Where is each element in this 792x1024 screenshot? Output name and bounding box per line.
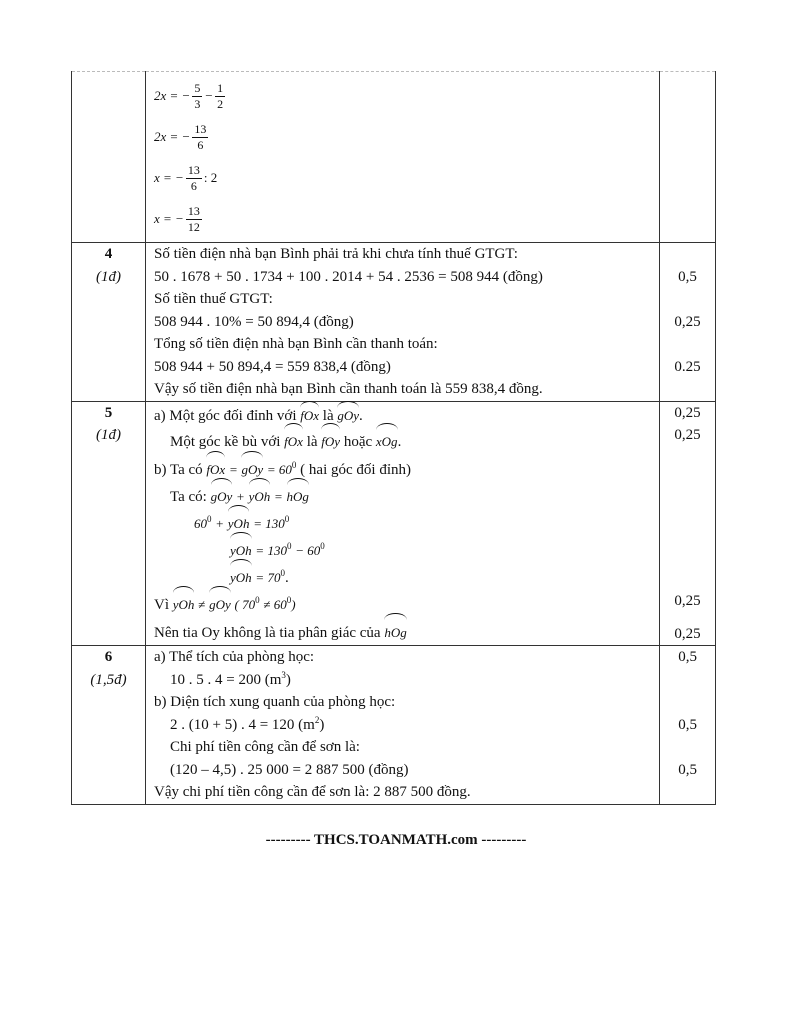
equation-line-1 <box>154 76 659 117</box>
angle-symbol: hOg <box>287 479 309 511</box>
fraction: $\frac{5}{3}$ <box>194 81 201 111</box>
solution-cell-q5 <box>146 401 660 646</box>
angle-symbol: yOh <box>230 533 252 565</box>
score-value <box>660 378 715 401</box>
angle-symbol: gOy <box>337 402 359 428</box>
question-points: (1đ) <box>96 268 121 285</box>
question-number-cell <box>72 72 146 243</box>
question-number-cell <box>72 646 146 805</box>
solution-line: Vậy chi phí tiền công cần để sơn là: 2 887 500 đồng. <box>154 784 471 800</box>
fraction: $\frac{1}{2}$ <box>217 81 224 111</box>
table-row-q4 <box>72 243 716 402</box>
score-value: 0,5 <box>678 268 697 285</box>
score-value <box>660 691 715 714</box>
angle-symbol: yOh <box>228 506 250 538</box>
solution-line: a) Một góc đối đỉnh với fOx là gOy. <box>154 402 659 425</box>
score-value <box>660 243 715 266</box>
solution-line: 2 . (10 + 5) . 4 = 120 $(m^2)$ <box>170 714 325 733</box>
page-footer: --------- THCS.TOANMATH.com --------- <box>265 832 527 848</box>
table-row-q5 <box>72 401 716 646</box>
solution-line: Số tiền điện nhà bạn Bình phải trả khi chưa tính thuế GTGT: <box>154 246 518 262</box>
solution-line: Một góc kề bù với fOx là fOy hoặc xOg. <box>154 424 659 452</box>
score-cell <box>660 646 716 805</box>
score-value: 0,5 <box>678 761 697 778</box>
equation-line-2 <box>154 117 659 158</box>
solution-line: (120 – 4,5) . 25 000 = 2 887 500 (đồng) <box>170 761 409 778</box>
angle-symbol: yOh <box>249 479 271 511</box>
solution-line: a) Thể tích của phòng học: <box>154 649 315 665</box>
score-cell <box>660 243 716 402</box>
solution-line: yOh = $70^0$. <box>154 560 659 587</box>
score-value <box>660 736 715 759</box>
division-tail: : 2 <box>203 170 218 186</box>
solution-line: Chi phí tiền công cần để sơn là: <box>170 739 360 755</box>
solution-line: 10 . 5 . 4 = 200 $(m^3)$ <box>170 669 291 688</box>
score-value: 0,5 <box>678 716 697 733</box>
angle-symbol: yOh <box>230 560 252 592</box>
score-value <box>660 781 715 804</box>
angle-symbol: fOy <box>321 424 340 457</box>
angle-symbol: fOx <box>300 402 319 428</box>
solution-cell-q4 <box>146 243 660 402</box>
solution-line: $60^0$ + yOh = $130^0$ <box>154 506 659 533</box>
angle-symbol: fOx <box>284 424 303 457</box>
score-value <box>660 669 715 692</box>
score-value: 0,25 <box>674 592 701 609</box>
solution-line: Số tiền thuế GTGT: <box>154 291 273 307</box>
question-number-cell <box>72 401 146 646</box>
question-number-cell <box>72 243 146 402</box>
solution-line: yOh = $130^0 - 60^0$ <box>154 533 659 560</box>
solution-line: Nên tia Oy không là tia phân giác của hOg <box>154 614 659 642</box>
question-number: 6 <box>104 649 113 665</box>
angle-symbol: gOy <box>241 452 263 484</box>
score-value: 0,25 <box>674 404 701 421</box>
solution-line: b) Diện tích xung quanh của phòng học: <box>154 694 396 710</box>
question-points: (1đ) <box>96 427 121 443</box>
score-value: 0.25 <box>674 358 701 375</box>
score-cell <box>660 72 716 243</box>
solution-line: 508 944 + 50 894,4 = 559 838,4 (đồng) <box>154 358 391 375</box>
score-value: 0,25 <box>674 313 701 330</box>
table-row-q3 <box>72 72 716 243</box>
score-value <box>660 333 715 356</box>
solution-line: 50 . 1678 + 50 . 1734 + 100 . 2014 + 54 . 2536 = 508 944 (đồng) <box>154 268 543 285</box>
equation-lhs: 2x = − <box>154 129 191 145</box>
answer-table <box>71 71 716 805</box>
question-points: (1,5đ) <box>90 671 127 688</box>
minus-sign: − <box>204 88 214 104</box>
solution-line: b) Ta có fOx = gOy = $60^0$ ( hai góc đối đỉnh) <box>154 452 659 479</box>
solution-line: 508 944 . 10% = 50 894,4 (đồng) <box>154 313 354 330</box>
equation-line-3 <box>154 158 659 199</box>
fraction: $\frac{13}{12}$ <box>187 204 200 234</box>
score-value: 0,5 <box>678 649 697 665</box>
score-value: 0,25 <box>674 427 701 443</box>
solution-line: Vậy số tiền điện nhà bạn Bình cần thanh toán là 559 838,4 đồng. <box>154 381 543 397</box>
solution-cell-q6 <box>146 646 660 805</box>
solution-line: Ta có: gOy + yOh = hOg <box>154 479 659 506</box>
angle-symbol: fOx <box>206 452 225 484</box>
equation-lhs: x = − <box>154 211 184 227</box>
table-row-q6 <box>72 646 716 805</box>
solution-line: Vì yOh ≠ gOy ( $70^0 \ne 60^0$) <box>154 587 659 614</box>
equation-lhs: x = − <box>154 170 184 186</box>
score-cell <box>660 401 716 646</box>
angle-symbol: xOg <box>376 424 398 457</box>
angle-symbol: yOh <box>173 587 195 619</box>
solution-cell-q3 <box>146 72 660 243</box>
angle-symbol: gOy <box>209 587 231 619</box>
score-value: 0,25 <box>674 625 701 642</box>
fraction: $\frac{13}{6}$ <box>187 163 200 193</box>
angle-symbol: hOg <box>384 614 406 649</box>
question-number: 4 <box>104 246 113 262</box>
equation-lhs: 2x = − <box>154 88 191 104</box>
fraction: $\frac{13}{6}$ <box>194 122 207 152</box>
score-value <box>660 288 715 311</box>
angle-symbol: gOy <box>211 479 233 511</box>
solution-line: Tổng số tiền điện nhà bạn Bình cần thanh toán: <box>154 336 438 352</box>
question-number: 5 <box>104 404 113 421</box>
equation-line-4 <box>154 199 659 240</box>
